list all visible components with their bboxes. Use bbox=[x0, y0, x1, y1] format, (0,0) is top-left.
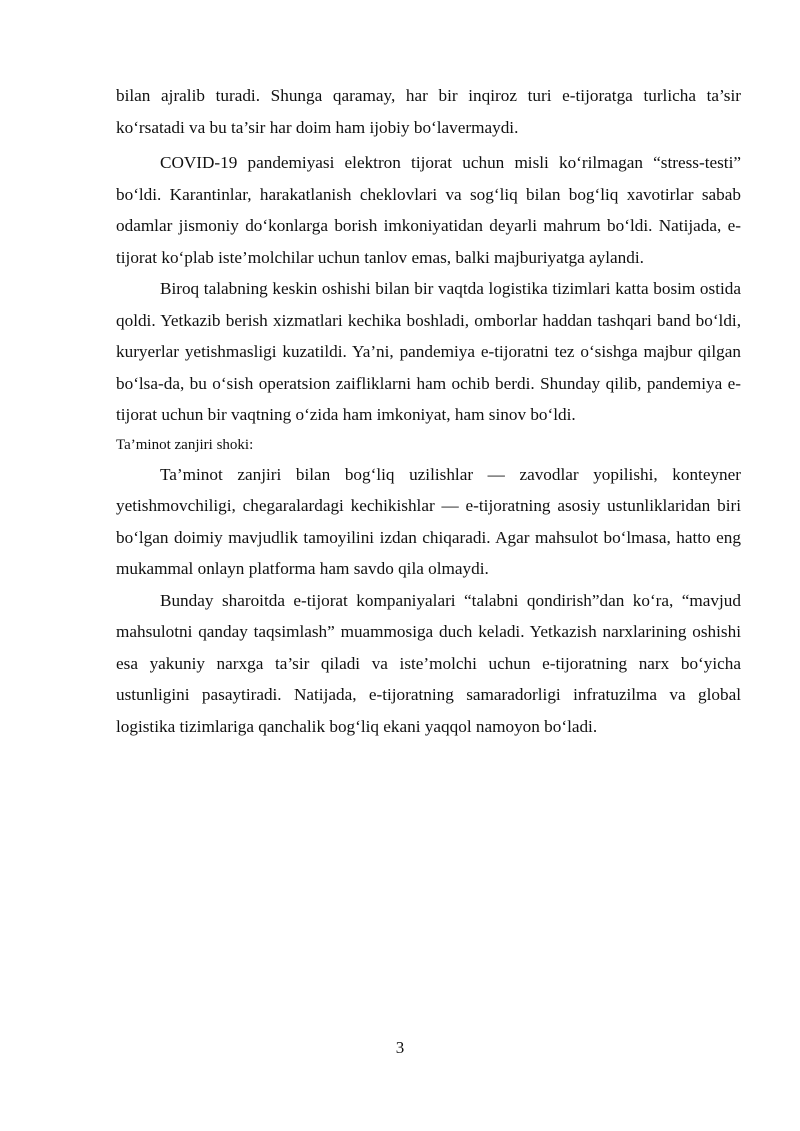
page-number: 3 bbox=[395, 1038, 405, 1057]
paragraph-supply-chain-disruptions: Ta’minot zanjiri bilan bog‘liq uzilishlar — zavodlar yopilishi, konteyner yetishmovchiligi, chegaralardagi kechikishlar — e-tijoratning asosiy ustunliklaridan biri bo‘lgan doimiy mavjudlik tamoyilini izdan chiqaradi. Agar mahsulot bo‘lmasa, hatto eng mukammal onlayn platforma ham savdo qila olmaydi. bbox=[116, 464, 741, 578]
page-body bbox=[116, 80, 741, 742]
paragraph-continuation: bilan ajralib turadi. Shunga qaramay, har bir inqiroz turi e-tijoratga turlicha ta’sir ko‘rsatadi va bu ta’sir har doim ham ijobiy bo‘lavermaydi. bbox=[116, 86, 741, 137]
paragraph-logistics-pressure: Biroq talabning keskin oshishi bilan bir vaqtda logistika tizimlari katta bosim ostida qoldi. Yetkazib berish xizmatlari kechika boshladi, omborlar haddan tashqari band bo‘ldi, kuryerlar yetishmasligi kuzatildi. Ya’ni, pandemiya e-tijoratni tez o‘sishga majbur qilgan bo‘lsa-da, bu o‘sish operatsion zaifliklarni ham ochib berdi. Shunday qilib, pandemiya e-tijorat uchun bir vaqtning o‘zida ham imkoniyat, ham sinov bo‘ldi. bbox=[116, 279, 741, 424]
section-subheading: Ta’minot zanjiri shoki: bbox=[116, 436, 254, 453]
paragraph-distribution-problem: Bunday sharoitda e-tijorat kompaniyalari “talabni qondirish”dan ko‘ra, “mavjud mahsulotni qanday taqsimlash” muammosiga duch keladi. Yetkazish narxlarining oshishi esa yakuniy narxga ta’sir qiladi va iste’molchi uchun e-tijoratning narx bo‘yicha ustunligini pasaytiradi. Natijada, e-tijoratning samaradorligi infratuzilma va global logistika tizimlariga qanchalik bog‘liq ekani yaqqol namoyon bo‘ladi. bbox=[116, 590, 741, 736]
paragraph-covid-stress-test: COVID-19 pandemiyasi elektron tijorat uchun misli ko‘rilmagan “stress-testi” bo‘ldi. Karantinlar, harakatlanish cheklovlari va sog‘liq bilan bog‘liq xavotirlar sabab odamlar jismoniy do‘konlarga borish imkoniyatidan deyarli mahrum bo‘ldi. Natijada, e-tijorat ko‘plab iste’molchilar uchun tanlov emas, balki majburiyatga aylandi. bbox=[116, 153, 741, 267]
